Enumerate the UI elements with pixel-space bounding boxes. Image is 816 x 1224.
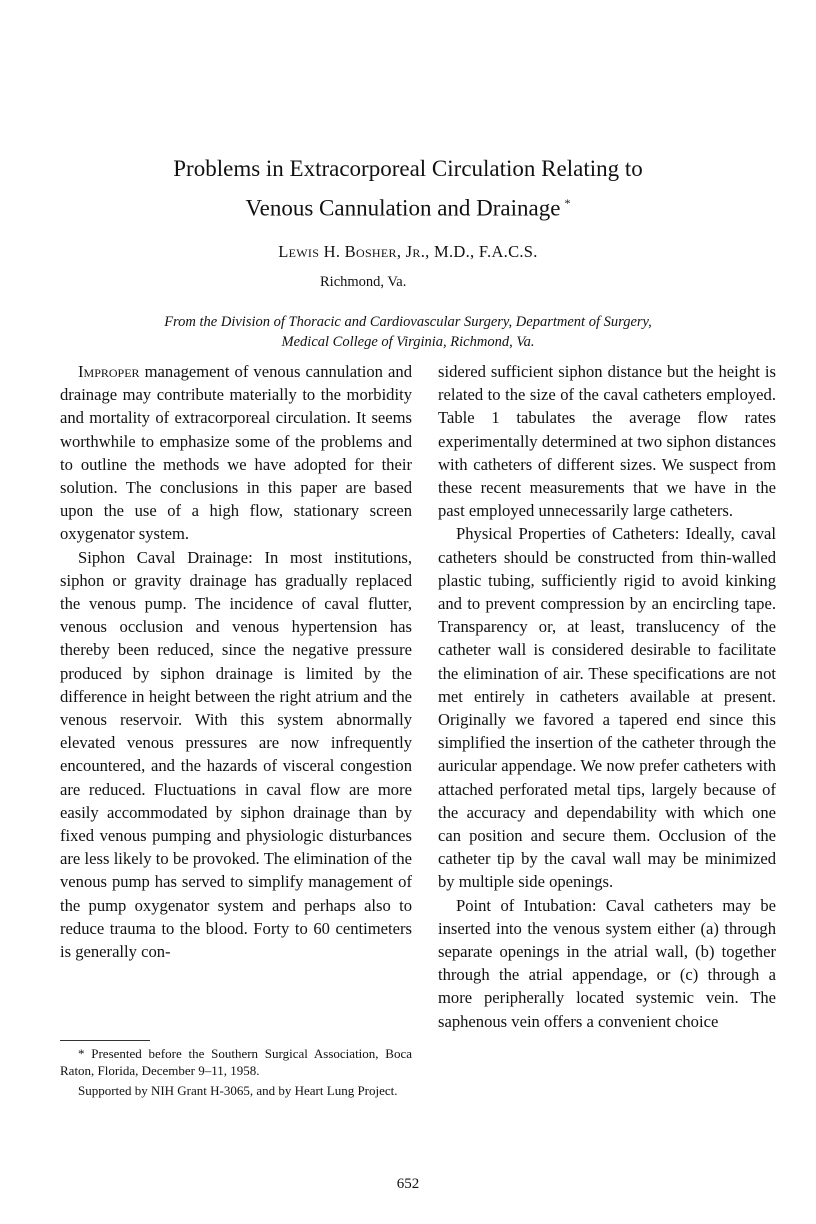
title-line-2-text: Venous Cannulation and Drainage (245, 195, 561, 221)
siphon-paragraph (60, 546, 412, 964)
siphon-continued: sidered sufficient siphon distance but the height is related to the size of the caval catheters employed. Table 1 tabulates the average flow rates experimentally determined at two siphon distances with catheters of different sizes. We suspect from these recent measurements that we have in the past employed unnecessarily large catheters. (438, 362, 776, 521)
author-location: Richmond, Va. (320, 274, 407, 290)
footnote-divider (60, 1040, 150, 1041)
intro-paragraph (60, 360, 412, 546)
intubation-text: Caval catheters may be inserted into the venous system either (a) through separate openings in the atrial wall, (b) together through the atrial appendage, or (c) through a more peripherally located systemic vein. The saphenous vein offers a convenient choice (438, 895, 776, 1031)
footnote-supported: Supported by NIH Grant H-3065, and by Heart Lung Project. (78, 1083, 398, 1098)
intro-text: management of venous cannulation and drainage may contribute materially to the morbidity and mortality of extracorporeal circulation. It seems worthwhile to emphasize some of the problems and to outline the methods we have adopted for their solution. The conclusions in this paper are based upon the use of a high flow, stationary screen oxygenator system. (60, 362, 412, 544)
physical-text: Ideally, caval catheters should be constructed from thin-walled plastic tubing, sufficiently rigid to avoid kinking and to prevent compression by an encircling tape. Transparency or, at least, translucency of the catheter wall is considered desirable to facilitate the elimination of air. These specifications are not met entirely in catheters available at present. Originally we favored a tapered end since this simplified the insertion of the catheter through the auricular appendage. We now prefer catheters with attached perforated metal tips, largely because of the accuracy and dependability with which one can position and secure them. Occlusion of the catheter tip by the caval wall may be minimized by multiple side openings. (438, 524, 776, 892)
siphon-text: In most institutions, siphon or gravity drainage has gradually replaced the venous pump. The incidence of caval flutter, venous occlusion and venous hypertension has thereby been reduced, since the negative pressure produced by siphon drainage is limited by the difference in height between the right atrium and the venous reservoir. With this system abnormally elevated venous pressures are now infrequently encountered, and the hazards of visceral congestion are reduced. Fluctuations in caval flow are more easily accommodated by siphon drainage than by fixed venous pumping and physiologic disturbances are less likely to be provoked. The elimination of the venous pump has served to simplify management of the pump oxygenator system and perhaps also to reduce trauma to the blood. Forty to 60 centimeters is generally con- (60, 547, 412, 962)
right-column (438, 360, 776, 1033)
affiliation-line-1: From the Division of Thoracic and Cardiovascular Surgery, Department of Surgery, (164, 314, 652, 330)
title-footnote-mark: * (564, 196, 571, 210)
affiliation (80, 312, 736, 352)
footnote-presented: * Presented before the Southern Surgical Association, Boca Raton, Florida, December 9–11, 1958. (60, 1046, 412, 1078)
physical-heading: Physical Properties of Catheters: (456, 524, 680, 544)
left-column (60, 360, 412, 963)
affiliation-line-2: Medical College of Virginia, Richmond, Va. (281, 334, 535, 350)
page-number: 652 (396, 1176, 420, 1192)
footnotes (60, 1046, 412, 1104)
intubation-paragraph (438, 894, 776, 1033)
title-line-1: Problems in Extracorporeal Circulation Relating to (173, 156, 643, 181)
intubation-heading: Point of Intubation: (456, 895, 597, 915)
title-line-2 (60, 186, 756, 226)
physical-paragraph (438, 522, 776, 893)
author-name: Lewis H. Bosher, Jr., M.D., F.A.C.S. (278, 242, 538, 261)
siphon-heading: Siphon Caval Drainage: (78, 547, 253, 567)
article-title (60, 152, 756, 226)
intro-lead-word: Improper (78, 362, 140, 381)
